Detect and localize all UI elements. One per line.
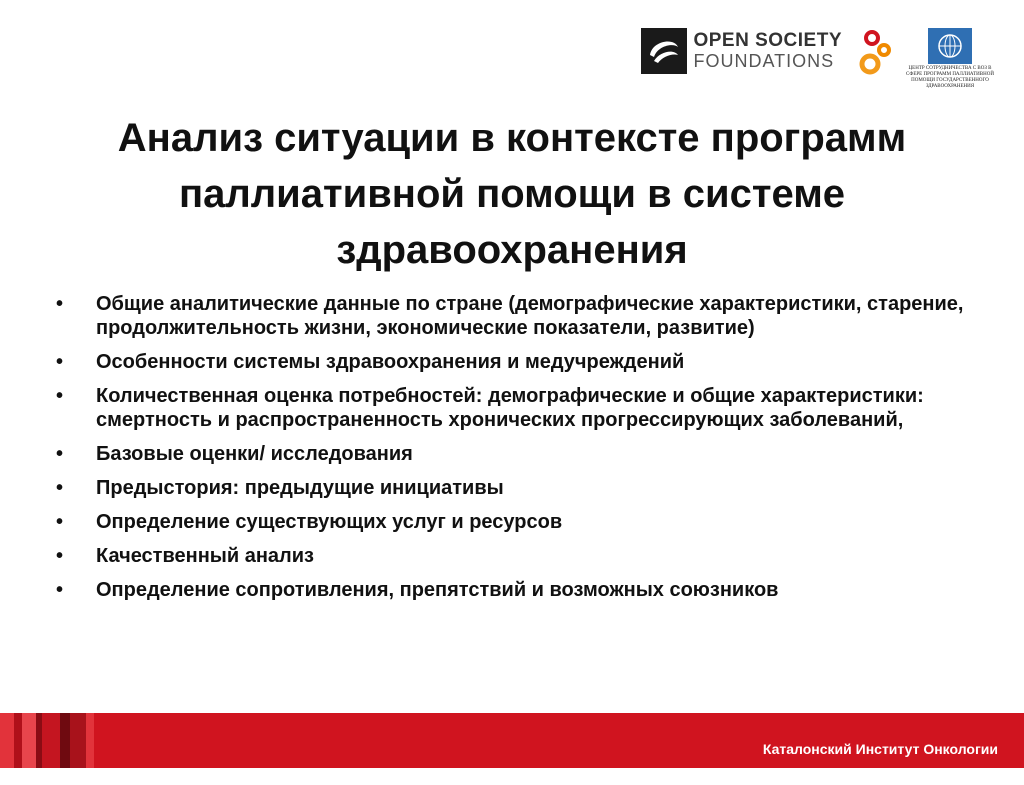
osf-name-line1: OPEN SOCIETY xyxy=(693,30,842,51)
list-item: • Определение сопротивления, препятствий и возможных союзников xyxy=(56,578,986,602)
who-logo xyxy=(906,28,994,90)
who-caption: ЦЕНТР СОТРУДНИЧЕСТВА С ВОЗ В СФЕРЕ ПРОГРАММ ПАЛЛИАТИВНОЙ ПОМОЩИ ГОСУДАРСТВЕННОГО ЗДРАВООХРАНЕНИЯ xyxy=(906,66,994,89)
who-emblem-icon xyxy=(928,28,972,64)
list-item: • Качественный анализ xyxy=(56,544,986,568)
list-item: • Базовые оценки/ исследования xyxy=(56,442,986,466)
footer-stripes xyxy=(0,713,94,768)
bullet-list xyxy=(56,292,986,612)
list-item: • Общие аналитические данные по стране (демографические характеристики, старение, продолжительность жизни, экономические показатели, развитие) xyxy=(56,292,986,340)
orange-circles-logo-icon xyxy=(856,28,896,78)
open-society-icon xyxy=(641,28,687,74)
list-item: • Предыстория: предыдущие инициативы xyxy=(56,476,986,500)
footer-bar xyxy=(0,713,1024,768)
logo-bar xyxy=(641,28,994,89)
open-society-logo xyxy=(641,28,842,74)
list-item: • Особенности системы здравоохранения и медучреждений xyxy=(56,350,986,374)
osf-name-line2: FOUNDATIONS xyxy=(693,51,835,71)
footer-organization: Каталонский Институт Онкологии xyxy=(762,741,998,757)
slide-title: Анализ ситуации в контексте программ паллиативной помощи в системе здравоохранения xyxy=(117,116,907,272)
list-item: • Определение существующих услуг и ресурсов xyxy=(56,510,986,534)
list-item: • Количественная оценка потребностей: демографические и общие характеристики: смертность и распространенность хронических прогрессирующих заболеваний, xyxy=(56,384,986,432)
